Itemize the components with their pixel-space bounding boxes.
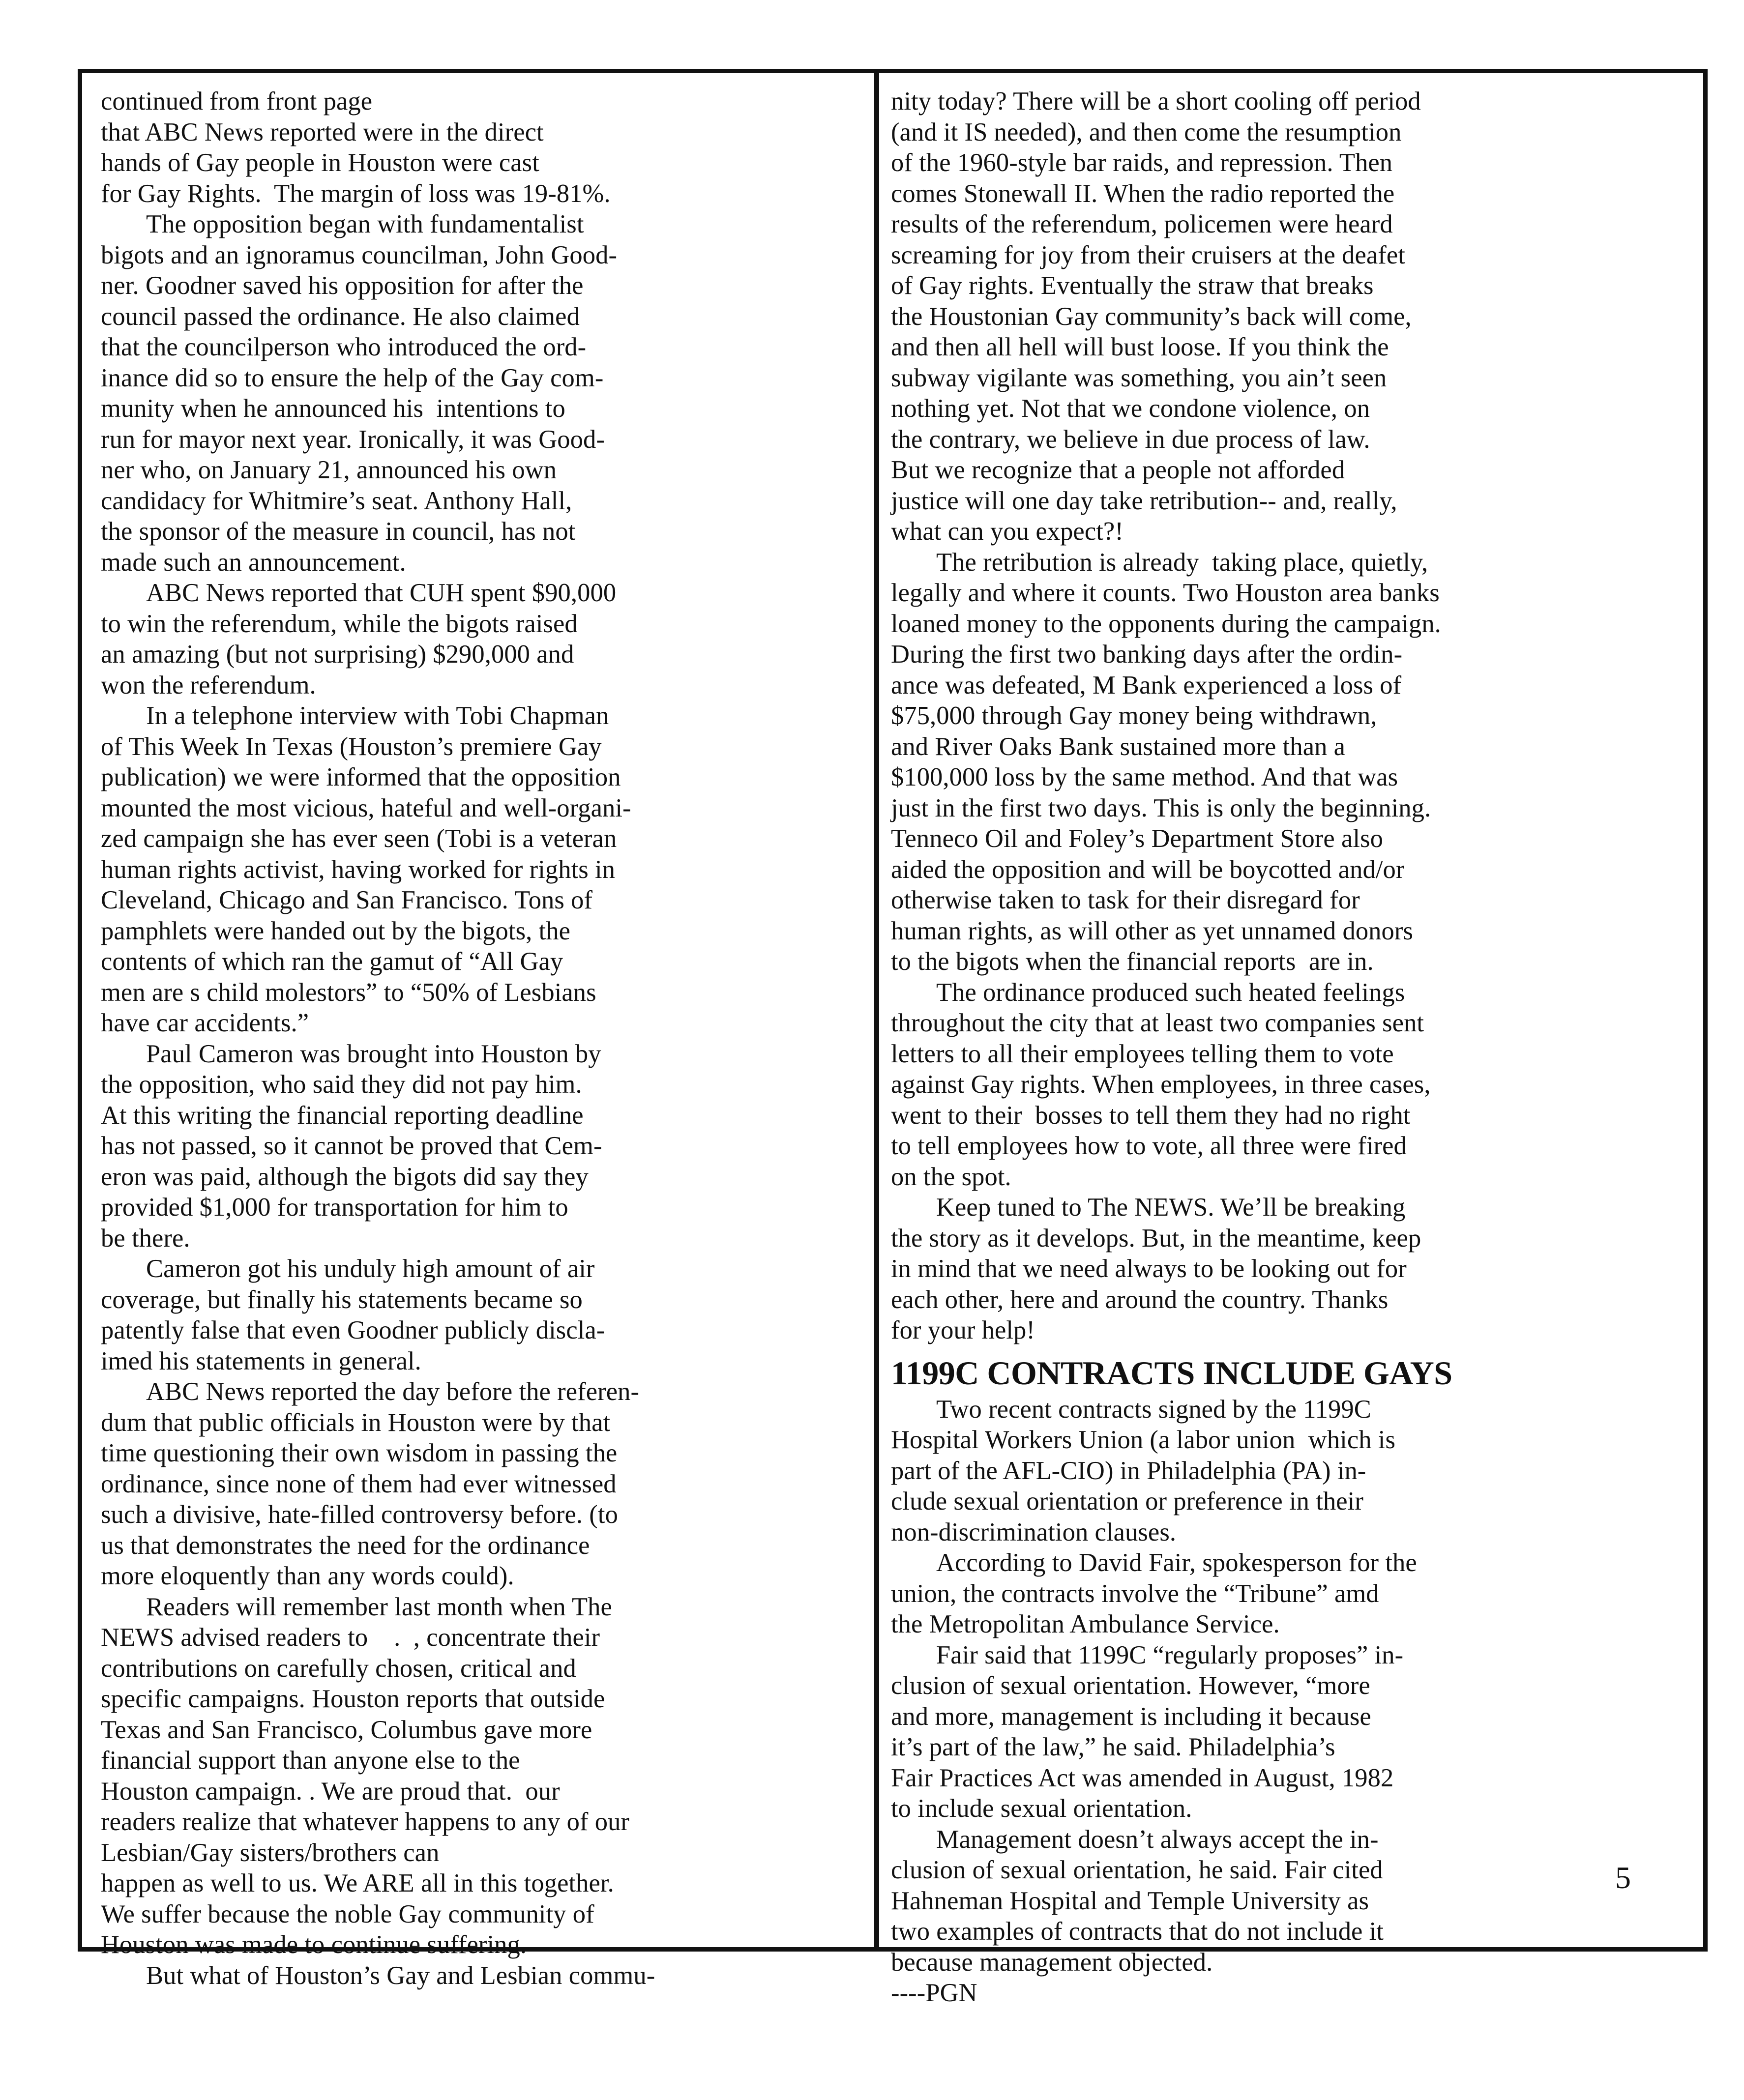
text-line: hands of Gay people in Houston were cast: [101, 148, 539, 177]
text-line: readers realize that whatever happens to any of our: [101, 1808, 630, 1836]
right-column: [891, 86, 1678, 2009]
text-line: won the referendum.: [101, 671, 316, 700]
text-line: us that demonstrates the need for the ordinance: [101, 1531, 590, 1560]
text-line: the sponsor of the measure in council, has not: [101, 517, 576, 546]
text-line: imed his statements in general.: [101, 1346, 421, 1375]
text-line: ner who, on January 21, announced his own: [101, 456, 557, 484]
text-line: the Houstonian Gay community’s back will come,: [891, 302, 1412, 331]
text-line: for Gay Rights. The margin of loss was 19-81%.: [101, 179, 611, 208]
text-line: council passed the ordinance. He also claimed: [101, 302, 580, 331]
text-line: During the first two banking days after the ordin-: [891, 640, 1403, 669]
text-line: ance was defeated, M Bank experienced a loss of: [891, 671, 1402, 700]
text-line: time questioning their own wisdom in passing the: [101, 1439, 618, 1467]
text-line: We suffer because the noble Gay community of: [101, 1899, 594, 1928]
text-line: pamphlets were handed out by the bigots, the: [101, 916, 571, 945]
text-line: Fair said that 1199C “regularly proposes” in-: [936, 1640, 1404, 1669]
text-line: Lesbian/Gay sisters/brothers can: [101, 1838, 440, 1867]
text-line: Houston was made to continue suffering.: [101, 1930, 527, 1959]
text-line: nity today? There will be a short cooling off period: [891, 87, 1421, 116]
text-line: eron was paid, although the bigots did say they: [101, 1162, 589, 1191]
text-line: Tenneco Oil and Foley’s Department Store also: [891, 824, 1383, 853]
text-line: went to their bosses to tell them they had no right: [891, 1101, 1411, 1130]
text-line: dum that public officials in Houston were by that: [101, 1408, 611, 1437]
text-line: NEWS advised readers to . , concentrate their: [101, 1623, 600, 1652]
text-line: comes Stonewall II. When the radio reported the: [891, 179, 1395, 208]
text-line: loaned money to the opponents during the campaign.: [891, 609, 1441, 638]
text-line: happen as well to us. We ARE all in this together.: [101, 1869, 614, 1897]
text-line: bigots and an ignoramus councilman, John Good-: [101, 240, 618, 269]
text-line: letters to all their employees telling them to vote: [891, 1039, 1394, 1068]
text-line: the Metropolitan Ambulance Service.: [891, 1610, 1280, 1638]
text-line: the story as it develops. But, in the meantime, keep: [891, 1224, 1421, 1253]
text-line: it’s part of the law,” he said. Philadelphia’s: [891, 1733, 1335, 1761]
text-line: for your help!: [891, 1316, 1035, 1344]
text-line: part of the AFL-CIO) in Philadelphia (PA) in-: [891, 1456, 1366, 1485]
text-line: $75,000 through Gay money being withdrawn,: [891, 701, 1377, 730]
text-line: But we recognize that a people not afforded: [891, 456, 1345, 484]
text-line: justice will one day take retribution-- and, really,: [891, 486, 1397, 515]
text-line: Keep tuned to The NEWS. We’ll be breaking: [936, 1193, 1406, 1222]
text-line: zed campaign she has ever seen (Tobi is a veteran: [101, 824, 617, 853]
text-line: In a telephone interview with Tobi Chapman: [146, 701, 609, 730]
text-line: inance did so to ensure the help of the Gay com-: [101, 363, 604, 392]
text-line: Two recent contracts signed by the 1199C: [936, 1395, 1371, 1424]
text-line: ----PGN: [891, 1979, 977, 2007]
text-line: human rights activist, having worked for rights in: [101, 855, 616, 884]
left-column-text: [101, 117, 868, 1991]
text-line: candidacy for Whitmire’s seat. Anthony Hall,: [101, 486, 572, 515]
text-line: clusion of sexual orientation, he said. Fair cited: [891, 1856, 1383, 1884]
text-line: contributions on carefully chosen, critical and: [101, 1654, 576, 1683]
text-line: ABC News reported that CUH spent $90,000: [146, 579, 617, 607]
text-line: patently false that even Goodner publicly discla-: [101, 1316, 605, 1344]
text-line: aided the opposition and will be boycotted and/or: [891, 855, 1405, 884]
text-line: of This Week In Texas (Houston’s premiere Gay: [101, 732, 602, 761]
text-line: union, the contracts involve the “Tribune” amd: [891, 1579, 1379, 1608]
text-line: to win the referendum, while the bigots raised: [101, 609, 578, 638]
text-line: Paul Cameron was brought into Houston by: [146, 1039, 601, 1068]
text-line: provided $1,000 for transportation for him to: [101, 1193, 568, 1222]
text-line: made such an announcement.: [101, 548, 406, 577]
column-divider: [874, 69, 879, 1952]
article-headline: 1199C CONTRACTS INCLUDE GAYS: [891, 1354, 1452, 1392]
text-line: two examples of contracts that do not include it: [891, 1917, 1384, 1946]
text-line: The ordinance produced such heated feelings: [936, 978, 1405, 1007]
text-line: mounted the most vicious, hateful and well-organi-: [101, 793, 631, 822]
text-line: against Gay rights. When employees, in three cases,: [891, 1070, 1431, 1099]
text-line: because management objected.: [891, 1948, 1213, 1977]
text-line: Houston campaign. . We are proud that. our: [101, 1777, 560, 1806]
text-line: the contrary, we believe in due process of law.: [891, 425, 1370, 454]
text-line: At this writing the financial reporting deadline: [101, 1101, 584, 1130]
right-column-text: [891, 86, 1678, 1346]
text-line: Readers will remember last month when The: [146, 1592, 612, 1621]
text-line: ordinance, since none of them had ever witnessed: [101, 1469, 617, 1498]
text-line: (and it IS needed), and then come the resumption: [891, 117, 1402, 146]
text-line: Texas and San Francisco, Columbus gave more: [101, 1715, 592, 1744]
text-line: has not passed, so it cannot be proved that Cem-: [101, 1132, 602, 1160]
text-line: otherwise taken to task for their disregard for: [891, 886, 1360, 914]
text-line: nothing yet. Not that we condone violence, on: [891, 394, 1370, 423]
text-line: that the councilperson who introduced the ord-: [101, 333, 587, 361]
text-line: According to David Fair, spokesperson for the: [936, 1548, 1417, 1577]
text-line: screaming for joy from their cruisers at the deafet: [891, 240, 1405, 269]
continued-note: continued from front page: [101, 87, 373, 116]
article-body-text: [891, 1394, 1678, 2009]
text-line: be there.: [101, 1224, 190, 1253]
text-line: to tell employees how to vote, all three were fired: [891, 1132, 1407, 1160]
text-line: in mind that we need always to be looking out for: [891, 1254, 1407, 1283]
text-line: clusion of sexual orientation. However, “more: [891, 1671, 1370, 1700]
text-line: that ABC News reported were in the direct: [101, 117, 544, 146]
text-line: ABC News reported the day before the referen-: [146, 1377, 640, 1406]
text-line: munity when he announced his intentions to: [101, 394, 565, 423]
text-line: of Gay rights. Eventually the straw that breaks: [891, 271, 1374, 300]
page-number: 5: [1615, 1860, 1631, 1895]
text-line: contents of which ran the gamut of “All Gay: [101, 947, 563, 976]
text-line: human rights, as will other as yet unnamed donors: [891, 916, 1414, 945]
text-line: each other, here and around the country. Thanks: [891, 1285, 1389, 1314]
text-line: run for mayor next year. Ironically, it was Good-: [101, 425, 605, 454]
text-line: clude sexual orientation or preference in their: [891, 1487, 1363, 1516]
text-line: and more, management is including it because: [891, 1702, 1371, 1731]
text-line: coverage, but finally his statements became so: [101, 1285, 583, 1314]
text-line: an amazing (but not surprising) $290,000 and: [101, 640, 574, 669]
text-line: Hahneman Hospital and Temple University as: [891, 1886, 1369, 1915]
text-line: $100,000 loss by the same method. And that was: [891, 763, 1398, 791]
text-line: financial support than anyone else to the: [101, 1746, 520, 1775]
text-line: and then all hell will bust loose. If you think the: [891, 333, 1389, 361]
text-line: The opposition began with fundamentalist: [146, 210, 584, 238]
text-line: legally and where it counts. Two Houston area banks: [891, 579, 1440, 607]
text-line: publication) we were informed that the opposition: [101, 763, 621, 791]
text-line: throughout the city that at least two companies sent: [891, 1009, 1424, 1037]
text-line: non-discrimination clauses.: [891, 1517, 1177, 1546]
text-line: the opposition, who said they did not pay him.: [101, 1070, 582, 1099]
text-line: on the spot.: [891, 1162, 1011, 1191]
text-line: subway vigilante was something, you ain’t seen: [891, 363, 1387, 392]
text-line: But what of Houston’s Gay and Lesbian commu-: [146, 1961, 655, 1990]
text-line: have car accidents.”: [101, 1009, 309, 1037]
text-line: men are s child molestors” to “50% of Lesbians: [101, 978, 596, 1007]
text-line: Cleveland, Chicago and San Francisco. Tons of: [101, 886, 593, 914]
left-column: [101, 86, 868, 1991]
text-line: to include sexual orientation.: [891, 1794, 1192, 1823]
text-line: The retribution is already taking place, quietly,: [936, 548, 1428, 577]
text-line: just in the first two days. This is only the beginning.: [891, 793, 1431, 822]
text-line: to the bigots when the financial reports are in.: [891, 947, 1374, 976]
text-line: Management doesn’t always accept the in-: [936, 1825, 1379, 1854]
text-line: Cameron got his unduly high amount of air: [146, 1254, 595, 1283]
text-line: Hospital Workers Union (a labor union which is: [891, 1426, 1396, 1454]
text-line: Fair Practices Act was amended in August, 1982: [891, 1763, 1394, 1792]
text-line: and River Oaks Bank sustained more than a: [891, 732, 1346, 761]
text-line: what can you expect?!: [891, 517, 1123, 546]
text-line: of the 1960-style bar raids, and repression. Then: [891, 148, 1393, 177]
text-line: ner. Goodner saved his opposition for after the: [101, 271, 584, 300]
text-line: such a divisive, hate-filled controversy before. (to: [101, 1500, 618, 1529]
text-line: more eloquently than any words could).: [101, 1562, 514, 1590]
text-line: results of the referendum, policemen were heard: [891, 210, 1393, 238]
text-line: specific campaigns. Houston reports that outside: [101, 1685, 605, 1713]
